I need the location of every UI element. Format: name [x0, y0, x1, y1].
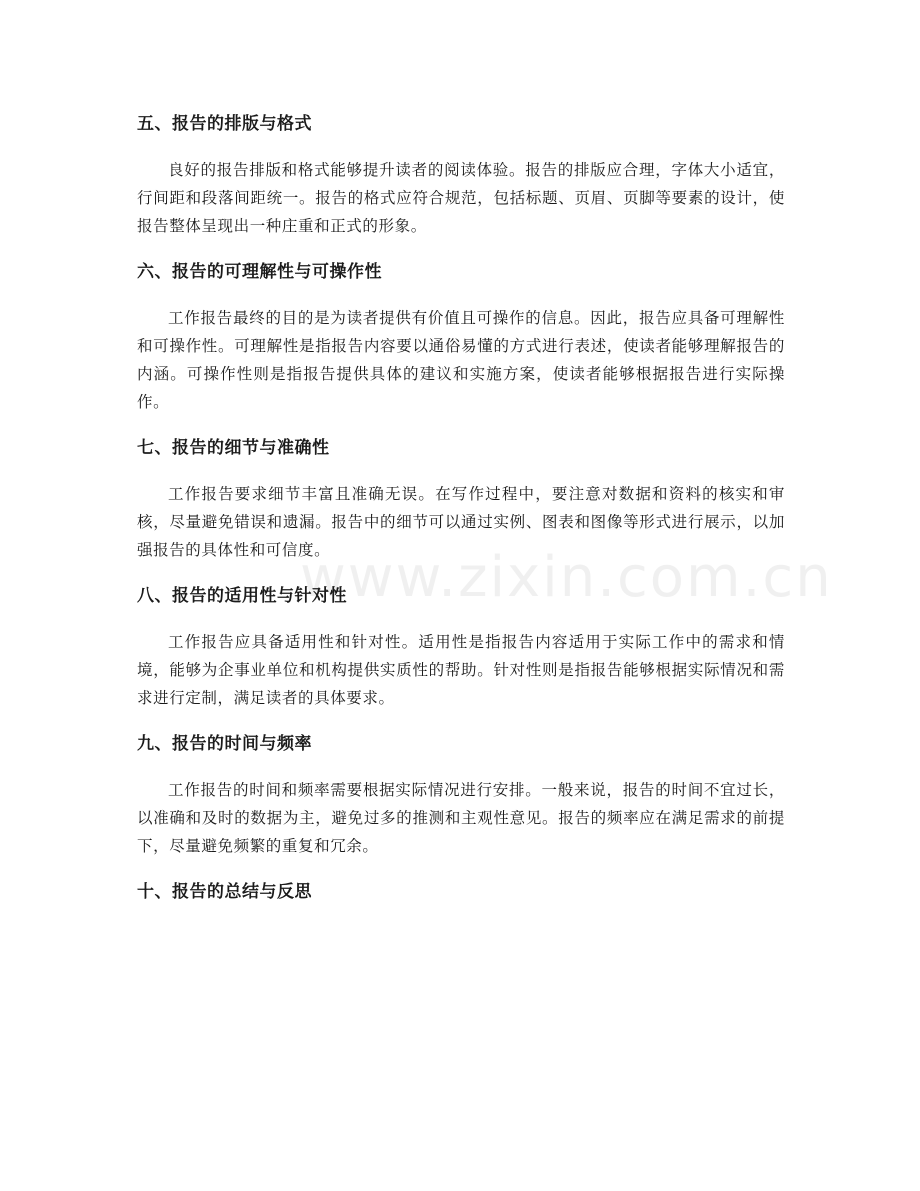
section-6 [137, 260, 785, 416]
section-paragraph: 良好的报告排版和格式能够提升读者的阅读体验。报告的排版应合理，字体大小适宜，行间距和段落间距统一。报告的格式应符合规范，包括标题、页眉、页脚等要素的设计，使报告整体呈现出一种庄重和正式的形象。 [137, 161, 785, 235]
section-8 [137, 584, 785, 712]
section-heading: 十、报告的总结与反思 [137, 882, 312, 902]
section-10 [137, 880, 785, 904]
section-5 [137, 112, 785, 240]
section-heading: 五、报告的排版与格式 [137, 114, 312, 134]
section-heading: 七、报告的细节与准确性 [137, 438, 330, 458]
section-paragraph: 工作报告的时间和频率需要根据实际情况进行安排。一般来说，报告的时间不宜过长，以准确和及时的数据为主，避免过多的推测和主观性意见。报告的频率应在满足需求的前提下，尽量避免频繁的重复和冗余。 [137, 781, 785, 855]
document-page [137, 100, 785, 904]
section-paragraph: 工作报告最终的目的是为读者提供有价值且可操作的信息。因此，报告应具备可理解性和可操作性。可理解性是指报告内容要以通俗易懂的方式进行表述，使读者能够理解报告的内涵。可操作性则是指报告提供具体的建议和实施方案，使读者能够根据报告进行实际操作。 [137, 309, 785, 411]
section-paragraph: 工作报告要求细节丰富且准确无误。在写作过程中，要注意对数据和资料的核实和审核，尽量避免错误和遗漏。报告中的细节可以通过实例、图表和图像等形式进行展示，以加强报告的具体性和可信度。 [137, 485, 785, 559]
section-9 [137, 732, 785, 860]
watermark: www.zixin.com.cn [300, 545, 833, 610]
section-paragraph: 工作报告应具备适用性和针对性。适用性是指报告内容适用于实际工作中的需求和情境，能够为企事业单位和机构提供实质性的帮助。针对性则是指报告能够根据实际情况和需求进行定制，满足读者的具体要求。 [137, 633, 785, 707]
section-heading: 九、报告的时间与频率 [137, 734, 312, 754]
section-heading: 八、报告的适用性与针对性 [137, 586, 347, 606]
section-heading: 六、报告的可理解性与可操作性 [137, 262, 382, 282]
section-7 [137, 436, 785, 564]
